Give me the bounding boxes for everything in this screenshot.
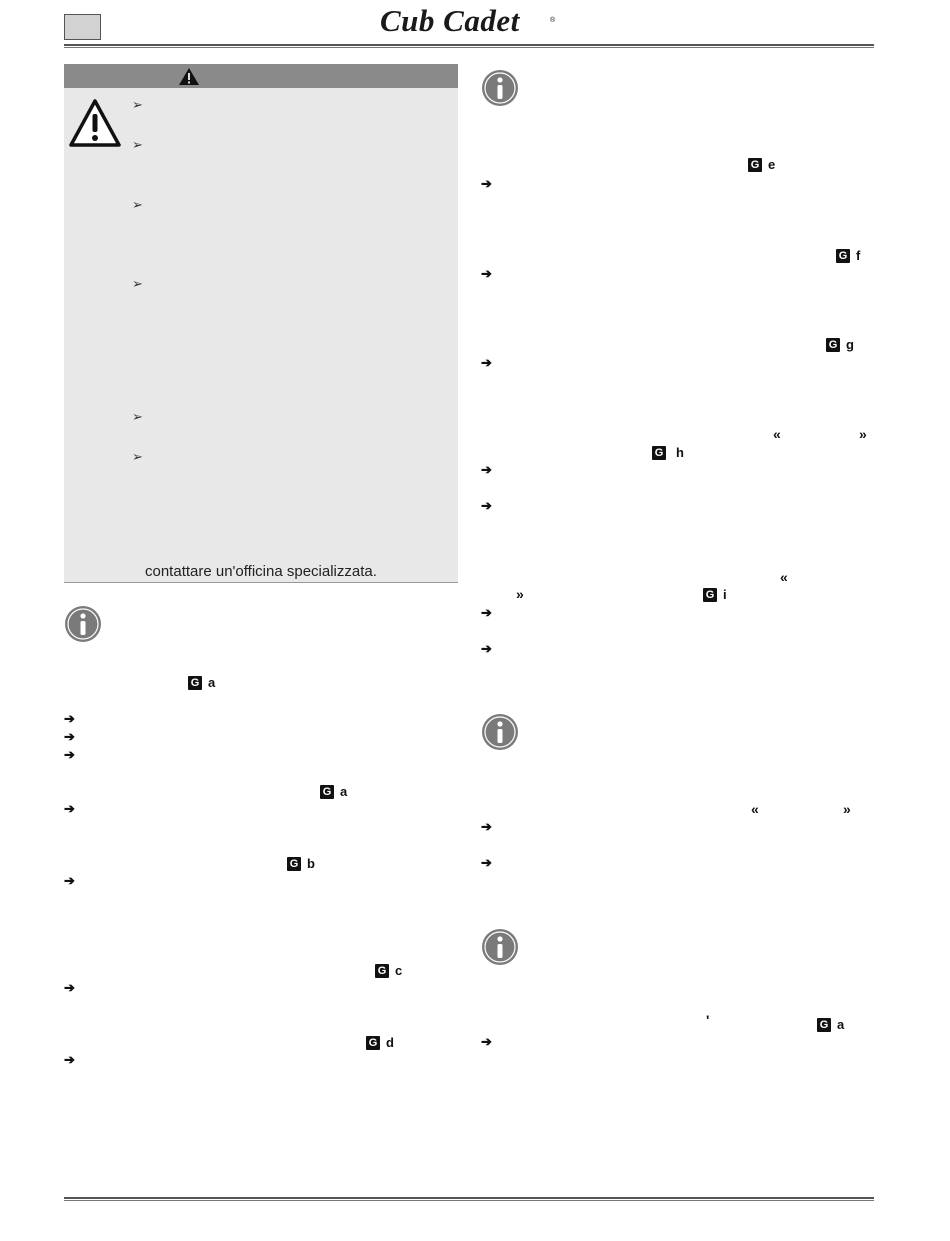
figure-ref	[826, 337, 854, 352]
arrow-right-icon: ➔	[64, 711, 75, 726]
figure-ref	[375, 963, 402, 978]
close-quote: »	[859, 426, 867, 442]
brand-logo: Cub Cadet	[380, 3, 520, 38]
close-quote: »	[843, 801, 851, 817]
chevron-bullet-icon: ➢	[132, 137, 143, 152]
figure-ref	[703, 587, 727, 602]
arrow-right-icon: ➔	[481, 176, 492, 191]
warning-header-bar	[64, 64, 458, 88]
warning-triangle-icon	[178, 67, 200, 86]
arrow-right-icon: ➔	[481, 855, 492, 870]
arrow-right-icon: ➔	[481, 462, 492, 477]
arrow-right-icon: ➔	[481, 1034, 492, 1049]
header-rule	[64, 44, 874, 46]
figure-box: G	[652, 446, 666, 460]
figure-box: G	[287, 857, 301, 871]
info-icon	[481, 928, 519, 966]
open-quote: «	[780, 569, 788, 585]
arrow-right-icon: ➔	[481, 266, 492, 281]
header-rule-thin	[64, 47, 874, 48]
chevron-bullet-icon: ➢	[132, 197, 143, 212]
figure-ref	[748, 157, 775, 172]
info-icon	[481, 713, 519, 751]
info-icon	[64, 605, 102, 643]
warning-footer-text: contattare un'officina specializzata.	[145, 563, 377, 580]
arrow-right-icon: ➔	[64, 873, 75, 888]
arrow-right-icon: ➔	[64, 980, 75, 995]
apostrophe-mark: '	[706, 1012, 710, 1028]
arrow-right-icon: ➔	[64, 729, 75, 744]
figure-letter: g	[846, 337, 854, 352]
open-quote: «	[751, 801, 759, 817]
page-number-tab	[64, 14, 101, 40]
arrow-right-icon: ➔	[481, 641, 492, 656]
arrow-right-icon: ➔	[481, 355, 492, 370]
figure-ref	[366, 1035, 394, 1050]
figure-box: G	[320, 785, 334, 799]
chevron-bullet-icon: ➢	[132, 449, 143, 464]
figure-ref	[188, 675, 215, 690]
figure-letter: f	[856, 248, 861, 263]
figure-box: G	[366, 1036, 380, 1050]
chevron-bullet-icon: ➢	[132, 276, 143, 291]
figure-box: G	[375, 964, 389, 978]
warning-triangle-icon	[68, 98, 122, 148]
figure-letter: d	[386, 1035, 394, 1050]
figure-box: G	[703, 588, 717, 602]
arrow-right-icon: ➔	[64, 747, 75, 762]
open-quote: «	[773, 426, 781, 442]
arrow-right-icon: ➔	[481, 605, 492, 620]
figure-box: G	[817, 1018, 831, 1032]
figure-box: G	[836, 249, 850, 263]
registered-mark: ®	[550, 17, 556, 24]
warning-box	[64, 64, 458, 583]
figure-letter: e	[768, 157, 776, 172]
figure-letter: i	[723, 587, 727, 602]
close-quote: »	[516, 586, 524, 602]
figure-letter: a	[340, 784, 348, 799]
figure-letter: c	[395, 963, 403, 978]
figure-ref	[652, 445, 684, 460]
figure-letter: a	[208, 675, 216, 690]
arrow-right-icon: ➔	[64, 1052, 75, 1067]
figure-letter: b	[307, 856, 315, 871]
figure-letter: a	[837, 1017, 845, 1032]
arrow-right-icon: ➔	[64, 801, 75, 816]
figure-letter: h	[676, 445, 684, 460]
figure-ref	[287, 856, 315, 871]
figure-ref	[320, 784, 347, 799]
info-icon	[481, 69, 519, 107]
footer-rule-thin	[64, 1200, 874, 1201]
chevron-bullet-icon: ➢	[132, 97, 143, 112]
figure-box: G	[188, 676, 202, 690]
figure-ref	[836, 248, 860, 263]
figure-ref	[817, 1017, 844, 1032]
arrow-right-icon: ➔	[481, 819, 492, 834]
chevron-bullet-icon: ➢	[132, 409, 143, 424]
figure-box: G	[826, 338, 840, 352]
arrow-right-icon: ➔	[481, 498, 492, 513]
figure-box: G	[748, 158, 762, 172]
footer-rule	[64, 1197, 874, 1199]
